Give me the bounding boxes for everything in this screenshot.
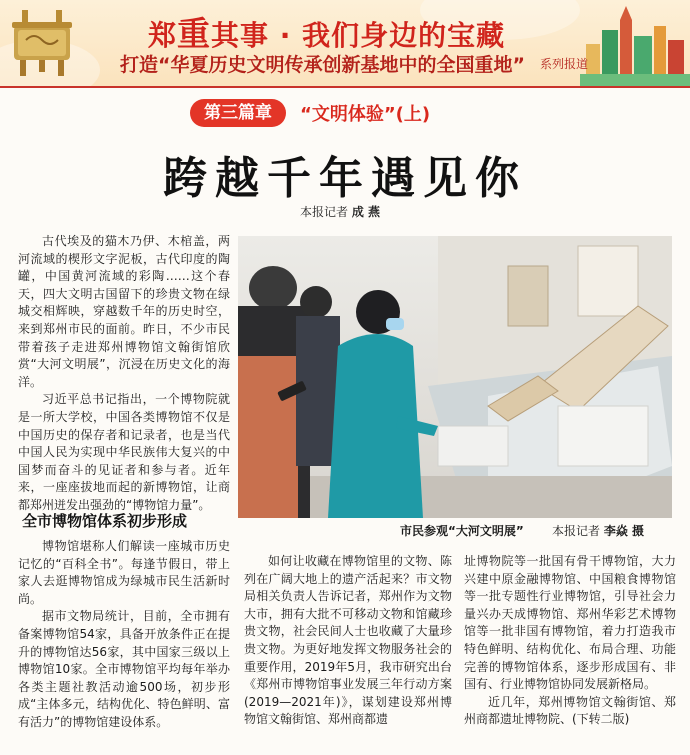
section-heading: 全市博物馆体系初步形成 xyxy=(22,512,188,530)
paragraph: 古代埃及的猫木乃伊、木棺盖，两河流域的楔形文字泥板，古代印度的陶罐，中国黄河流域的彩陶……这个春天，四大文明古国留下的珍贵文物在绿城交相辉映，穿越数千年的历史时空，来到郑州市民的面前。昨日，不少市民带着孩子走进郑州博物馆文翰街馆欣赏“大河文明展”，沉浸在历史文化的海洋。 xyxy=(18,234,230,389)
credit-name: 李焱 摄 xyxy=(603,524,644,538)
byline-prefix: 本报记者 xyxy=(300,205,349,219)
tripod-emblem-icon xyxy=(8,4,78,82)
article-column-1b xyxy=(18,538,230,732)
banner-title-part: 郑 xyxy=(148,19,178,52)
museum-visitors-image xyxy=(238,236,672,518)
byline-name: 成 燕 xyxy=(351,205,381,219)
caption-text: 市民参观“大河文明展” xyxy=(400,524,524,538)
photo-credit xyxy=(552,524,644,538)
article-column-1 xyxy=(18,233,230,515)
paragraph: 据市文物局统计，目前，全市拥有备案博物馆54家，具备开放条件正在提升的博物馆达56家，其中国家三级以上博物馆10家。全市博物馆平均每年举办各类主题社教活动逾500场，初步形成“主体多元，结构优化、特色鲜明、富有活力”的博物馆建设体系。 xyxy=(18,609,230,729)
banner xyxy=(0,0,690,86)
paragraph: 博物馆堪称人们解读一座城市历史记忆的“百科全书”。每逢节假日，带上家人去逛博物馆成为绿城市民生活新时尚。 xyxy=(18,539,230,606)
banner-series-label: 系列报道 xyxy=(540,57,589,71)
banner-divider xyxy=(0,86,690,88)
chapter-tag xyxy=(190,98,430,128)
banner-title-part: 其事 · 我们身边的宝藏 xyxy=(211,19,506,52)
photo-caption xyxy=(400,522,644,539)
chapter-subtitle: “文明体验”(上) xyxy=(300,104,431,125)
paragraph: 习近平总书记指出，一个博物院就是一所大学校，中国各类博物馆不仅是中国历史的保存者和记录者，也是当代中国人民为实现中华民族伟大复兴的中国梦而奋斗的见证者和参与者。近年来，一座座拔地而起的新博物馆，让商都郑州迸发出强劲的“博物馆力量”。 xyxy=(18,392,230,512)
paragraph: 如何让收藏在博物馆里的文物、陈列在广阔大地上的遗产活起来？市文物局相关负责人告诉记者，郑州作为文物大市，拥有大批不可移动文物和馆藏珍贵文物，社会民间人士也收藏了大量珍贵文物。为更好地发挥文物服务社会的重要作用，2019年5月，我市研究出台《郑州市博物馆事业发展三年行动方案(2019—2021年)》，谋划建设郑州博物馆文翰街馆、郑州商都遗 xyxy=(244,554,452,727)
article-column-3 xyxy=(464,553,676,729)
credit-prefix: 本报记者 xyxy=(551,524,600,538)
headline: 跨越千年遇见你 xyxy=(163,153,527,204)
chapter-label: 第三篇章 xyxy=(190,99,286,127)
city-skyline-icon xyxy=(580,0,690,86)
banner-subtitle: 打造“华夏历史文明传承创新基地中的全国重地” xyxy=(120,54,525,76)
article-column-2 xyxy=(244,553,452,729)
museum-photo xyxy=(238,236,672,518)
paragraph: 近几年，郑州博物馆文翰街馆、郑州商都遗址博物院、(下转二版) xyxy=(464,694,676,727)
banner-title xyxy=(148,8,505,55)
banner-title-emphasis: 重 xyxy=(177,14,212,53)
byline xyxy=(300,203,380,220)
paragraph: 址博物院等一批国有骨干博物馆，大力兴建中原金融博物馆、中国粮食博物馆等一批专题性行业博物馆，引导社会力量兴办天成博物馆、郑州华彩艺术博物馆等一批非国有博物馆，着力打造我市特色鲜明、结构优化、布局合理、功能完善的博物馆体系，逐步形成国有、非国有、行业博物馆协同发展新格局。 xyxy=(464,554,676,692)
